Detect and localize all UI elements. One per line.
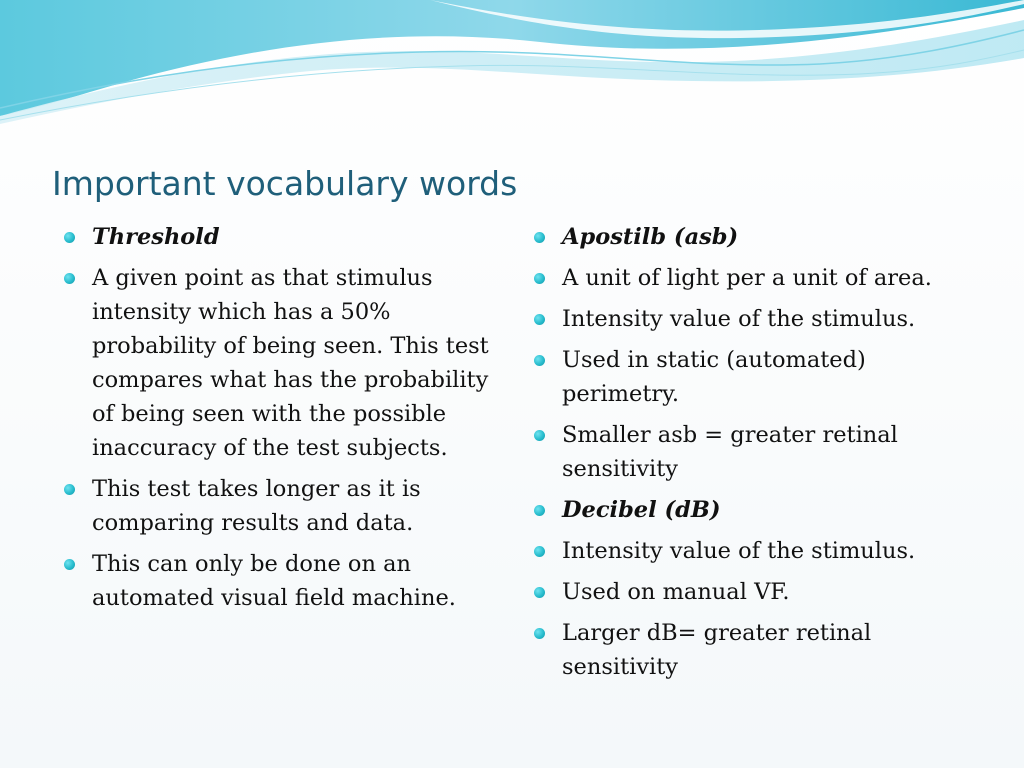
list-item	[532, 575, 972, 609]
list-item	[532, 616, 972, 684]
list-item-text: Used on manual VF.	[562, 579, 790, 605]
bullet-icon	[64, 484, 75, 495]
list-item-text: Intensity value of the stimulus.	[562, 538, 916, 564]
slide-title: Important vocabulary words	[52, 164, 518, 203]
list-item-text: This test takes longer as it is comparing results and data.	[92, 476, 421, 536]
list-item	[532, 534, 972, 568]
list-item-text: Larger dB= greater retinal sensitivity	[562, 620, 872, 680]
wave-header-decoration	[0, 0, 1024, 130]
bullet-icon	[64, 559, 75, 570]
bullet-icon	[534, 314, 545, 325]
list-item	[532, 302, 972, 336]
bullet-icon	[534, 505, 545, 516]
list-item-decibel-term	[532, 493, 972, 527]
list-item-text: A given point as that stimulus intensity which has a 50% probability of being seen. This test compares what has the probability of being seen with the possible inaccuracy of the test subjects.	[92, 265, 489, 461]
list-item-text: A unit of light per a unit of area.	[562, 265, 932, 291]
list-item	[62, 472, 492, 540]
bullet-icon	[534, 355, 545, 366]
left-column-list	[62, 220, 492, 622]
bullet-icon	[534, 587, 545, 598]
list-item-text: This can only be done on an automated visual field machine.	[92, 551, 456, 611]
list-item	[62, 261, 492, 465]
bullet-icon	[64, 273, 75, 284]
list-item-text: Intensity value of the stimulus.	[562, 306, 916, 332]
right-column-list	[532, 220, 972, 691]
list-item-text: Apostilb (asb)	[562, 224, 739, 250]
list-item-text: Smaller asb = greater retinal sensitivity	[562, 422, 898, 482]
bullet-icon	[534, 430, 545, 441]
list-item	[532, 418, 972, 486]
list-item-text: Threshold	[92, 224, 220, 250]
list-item-threshold-term	[62, 220, 492, 254]
list-item-apostilb-term	[532, 220, 972, 254]
list-item	[532, 343, 972, 411]
bullet-icon	[534, 232, 545, 243]
bullet-icon	[534, 628, 545, 639]
list-item	[62, 547, 492, 615]
list-item	[532, 261, 972, 295]
bullet-icon	[64, 232, 75, 243]
bullet-icon	[534, 273, 545, 284]
list-item-text: Decibel (dB)	[562, 497, 721, 523]
list-item-text: Used in static (automated) perimetry.	[562, 347, 866, 407]
bullet-icon	[534, 546, 545, 557]
